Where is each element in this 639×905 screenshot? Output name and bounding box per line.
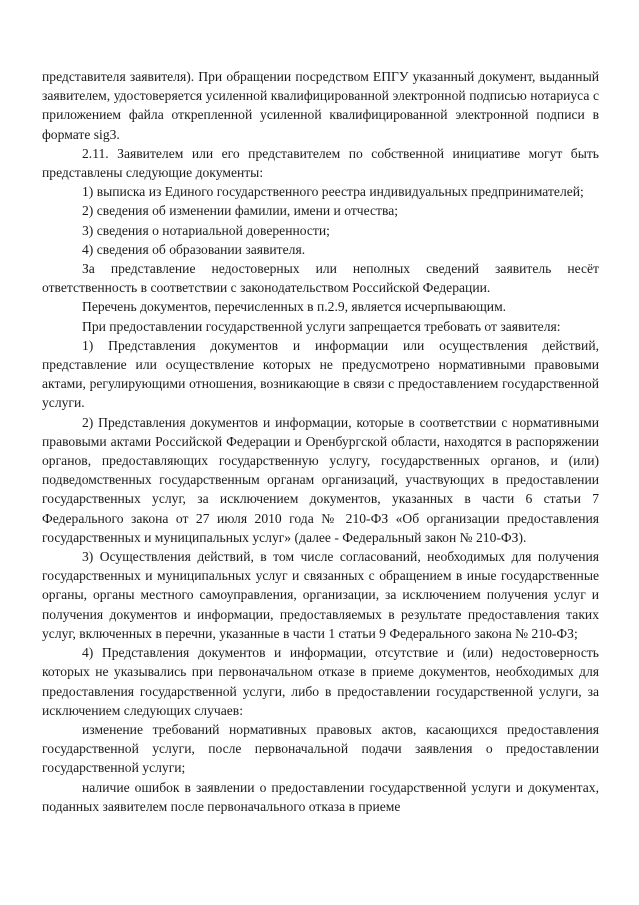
prohibition-item-4: 4) Представления документов и информации, отсутствие и (или) недостоверность которых не указывались при первоначальном отказе в приеме документов, необходимых для предоставления государственной услуги, либо в предоставлении государственной услуги, за исключением следующих случаев: <box>42 645 599 718</box>
list-item-2: 2) сведения об изменении фамилии, имени и отчества; <box>82 203 399 219</box>
list-item-3: 3) сведения о нотариальной доверенности; <box>82 222 330 238</box>
exception-case-1: изменение требований нормативных правовых актов, касающихся предоставления государственной услуги, после первоначальной подачи заявления о предоставлении государственной услуги; <box>42 721 599 776</box>
paragraph-exhaustive-list: Перечень документов, перечисленных в п.2.9, является исчерпывающим. <box>82 299 507 315</box>
prohibition-item-3: 3) Осуществления действий, в том числе согласований, необходимых для получения государственных и муниципальных услуг и связанных с обращением в иные государственные органы, органы местного самоуправления, организации, за исключением получения услуг и получения документов и информации, предоставляемых в результате предоставления таких услуг, включенных в перечни, указанные в части 1 статьи 9 Федерального закона № 210-ФЗ; <box>42 549 599 641</box>
paragraph-2-11: 2.11. Заявителем или его представителем по собственной инициативе могут быть представлены следующие документы: <box>42 145 599 181</box>
list-item-1: 1) выписка из Единого государственного реестра индивидуальных предпринимателей; <box>82 184 584 200</box>
prohibition-item-1: 1) Представления документов и информации или осуществления действий, представление или осуществление которых не предусмотрено нормативными правовыми актами, регулирующими отношения, возникающие в связи с предоставлением государственной услуги. <box>42 337 599 411</box>
list-item-4: 4) сведения об образовании заявителя. <box>82 241 306 257</box>
paragraph-responsibility: За представление недостоверных или неполных сведений заявитель несёт ответственность в соответствии с законодательством Российской Федерации. <box>42 261 599 296</box>
prohibition-item-2: 2) Представления документов и информации, которые в соответствии с нормативными правовыми актами Российской Федерации и Оренбургской области, находятся в распоряжении органов, предоставляющих государственную услугу, государственных органов, и (или) подведомственных государственным органам организаций, участвующих в предоставлении государственных услуг, за исключением документов, указанных в части 6 статьи 7 Федерального закона от 27 июля 2010 года № 210-ФЗ «Об организации предоставления государственных и муниципальных услуг» (далее - Федеральный закон № 210-ФЗ). <box>42 414 599 545</box>
paragraph-prohibitions-intro: При предоставлении государственной услуги запрещается требовать от заявителя: <box>82 318 561 334</box>
exception-case-2: наличие ошибок в заявлении о предоставлении государственной услуги и документах, поданных заявителем после первоначального отказа в приеме <box>42 779 599 814</box>
paragraph-continuation: представителя заявителя). При обращении посредством ЕПГУ указанный документ, выданный заявителем, удостоверяется усиленной квалифицированной электронной подписью нотариуса с приложением файла открепленной усиленной квалифицированной электронной подписи в формате sig3. <box>42 69 599 142</box>
